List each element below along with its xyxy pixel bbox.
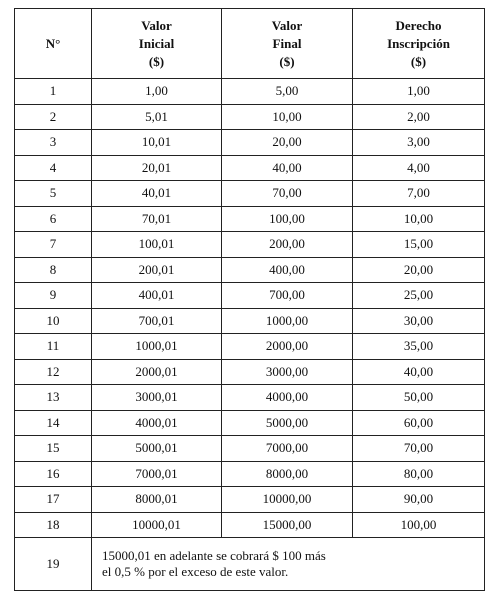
table-row — [15, 308, 485, 334]
header-final-line-3: ($) — [279, 53, 295, 69]
row-number-cell: 7 — [15, 232, 92, 258]
header-row — [15, 9, 485, 79]
final-value-cell: 100,00 — [222, 206, 353, 232]
table-row — [15, 512, 485, 538]
initial-value-cell: 10,01 — [92, 130, 222, 156]
final-value-cell: 10,00 — [222, 104, 353, 130]
initial-value-cell: 3000,01 — [92, 385, 222, 411]
table-row — [15, 410, 485, 436]
fee-cell: 90,00 — [353, 487, 485, 513]
table-row — [15, 257, 485, 283]
fee-cell: 25,00 — [353, 283, 485, 309]
table-row — [15, 232, 485, 258]
final-value-cell: 4000,00 — [222, 385, 353, 411]
initial-value-cell: 4000,01 — [92, 410, 222, 436]
fee-cell: 15,00 — [353, 232, 485, 258]
initial-value-cell: 1,00 — [92, 79, 222, 105]
header-number — [15, 9, 92, 79]
table-row — [15, 334, 485, 360]
table-row-note — [15, 538, 485, 591]
final-value-cell: 700,00 — [222, 283, 353, 309]
fee-cell: 20,00 — [353, 257, 485, 283]
note-line-2: el 0,5 % por el exceso de este valor. — [102, 564, 289, 579]
header-initial-line-3: ($) — [148, 53, 165, 69]
table-row — [15, 79, 485, 105]
row-number-cell: 13 — [15, 385, 92, 411]
fee-cell: 35,00 — [353, 334, 485, 360]
row-number-cell: 15 — [15, 436, 92, 462]
row-number-cell: 11 — [15, 334, 92, 360]
row-number-cell: 16 — [15, 461, 92, 487]
initial-value-cell: 2000,01 — [92, 359, 222, 385]
fee-cell: 70,00 — [353, 436, 485, 462]
final-value-cell: 70,00 — [222, 181, 353, 207]
row-number-cell: 17 — [15, 487, 92, 513]
table-row — [15, 436, 485, 462]
header-fee-line-2: Inscripción — [387, 35, 450, 51]
row-number-cell: 19 — [15, 538, 92, 591]
final-value-cell: 200,00 — [222, 232, 353, 258]
row-number-cell: 4 — [15, 155, 92, 181]
initial-value-cell: 10000,01 — [92, 512, 222, 538]
table-row — [15, 104, 485, 130]
row-number-cell: 1 — [15, 79, 92, 105]
header-final-value — [222, 9, 353, 79]
row-number-cell: 2 — [15, 104, 92, 130]
fee-cell: 30,00 — [353, 308, 485, 334]
initial-value-cell: 40,01 — [92, 181, 222, 207]
fee-cell: 50,00 — [353, 385, 485, 411]
fee-cell: 60,00 — [353, 410, 485, 436]
fee-cell: 80,00 — [353, 461, 485, 487]
note-line-1: 15000,01 en adelante se cobrará $ 100 más — [102, 548, 326, 563]
final-value-cell: 5000,00 — [222, 410, 353, 436]
initial-value-cell: 7000,01 — [92, 461, 222, 487]
table-row — [15, 359, 485, 385]
header-registration-fee — [353, 9, 485, 79]
fee-cell: 1,00 — [353, 79, 485, 105]
header-initial-value — [92, 9, 222, 79]
table-row — [15, 385, 485, 411]
header-fee-line-1: Derecho — [395, 17, 442, 33]
fee-cell: 3,00 — [353, 130, 485, 156]
table-row — [15, 461, 485, 487]
final-value-cell: 10000,00 — [222, 487, 353, 513]
final-value-cell: 7000,00 — [222, 436, 353, 462]
final-value-cell: 2000,00 — [222, 334, 353, 360]
row-number-cell: 5 — [15, 181, 92, 207]
initial-value-cell: 100,01 — [92, 232, 222, 258]
final-value-cell: 3000,00 — [222, 359, 353, 385]
row-number-cell: 3 — [15, 130, 92, 156]
fee-cell: 40,00 — [353, 359, 485, 385]
initial-value-cell: 400,01 — [92, 283, 222, 309]
initial-value-cell: 700,01 — [92, 308, 222, 334]
final-value-cell: 400,00 — [222, 257, 353, 283]
table-row — [15, 181, 485, 207]
final-value-cell: 8000,00 — [222, 461, 353, 487]
row-number-cell: 8 — [15, 257, 92, 283]
header-number-label: N° — [45, 35, 61, 51]
header-fee-line-3: ($) — [410, 53, 427, 69]
fee-cell: 100,00 — [353, 512, 485, 538]
row-number-cell: 14 — [15, 410, 92, 436]
initial-value-cell: 200,01 — [92, 257, 222, 283]
row-number-cell: 12 — [15, 359, 92, 385]
header-final-line-2: Final — [272, 35, 302, 51]
final-value-cell: 1000,00 — [222, 308, 353, 334]
final-value-cell: 15000,00 — [222, 512, 353, 538]
final-value-cell: 20,00 — [222, 130, 353, 156]
table-row — [15, 206, 485, 232]
fee-cell: 10,00 — [353, 206, 485, 232]
row-number-cell: 10 — [15, 308, 92, 334]
initial-value-cell: 5,01 — [92, 104, 222, 130]
row-number-cell: 9 — [15, 283, 92, 309]
initial-value-cell: 20,01 — [92, 155, 222, 181]
initial-value-cell: 8000,01 — [92, 487, 222, 513]
header-initial-line-2: Inicial — [138, 35, 175, 51]
fee-table — [14, 8, 485, 591]
header-final-line-1: Valor — [271, 17, 303, 33]
header-initial-line-1: Valor — [141, 17, 172, 33]
initial-value-cell: 1000,01 — [92, 334, 222, 360]
table-row — [15, 130, 485, 156]
final-value-cell: 5,00 — [222, 79, 353, 105]
fee-cell: 2,00 — [353, 104, 485, 130]
fee-cell: 7,00 — [353, 181, 485, 207]
initial-value-cell: 70,01 — [92, 206, 222, 232]
note-cell — [92, 538, 485, 591]
row-number-cell: 18 — [15, 512, 92, 538]
row-number-cell: 6 — [15, 206, 92, 232]
table-row — [15, 155, 485, 181]
table-row — [15, 487, 485, 513]
fee-cell: 4,00 — [353, 155, 485, 181]
table-row — [15, 283, 485, 309]
final-value-cell: 40,00 — [222, 155, 353, 181]
initial-value-cell: 5000,01 — [92, 436, 222, 462]
